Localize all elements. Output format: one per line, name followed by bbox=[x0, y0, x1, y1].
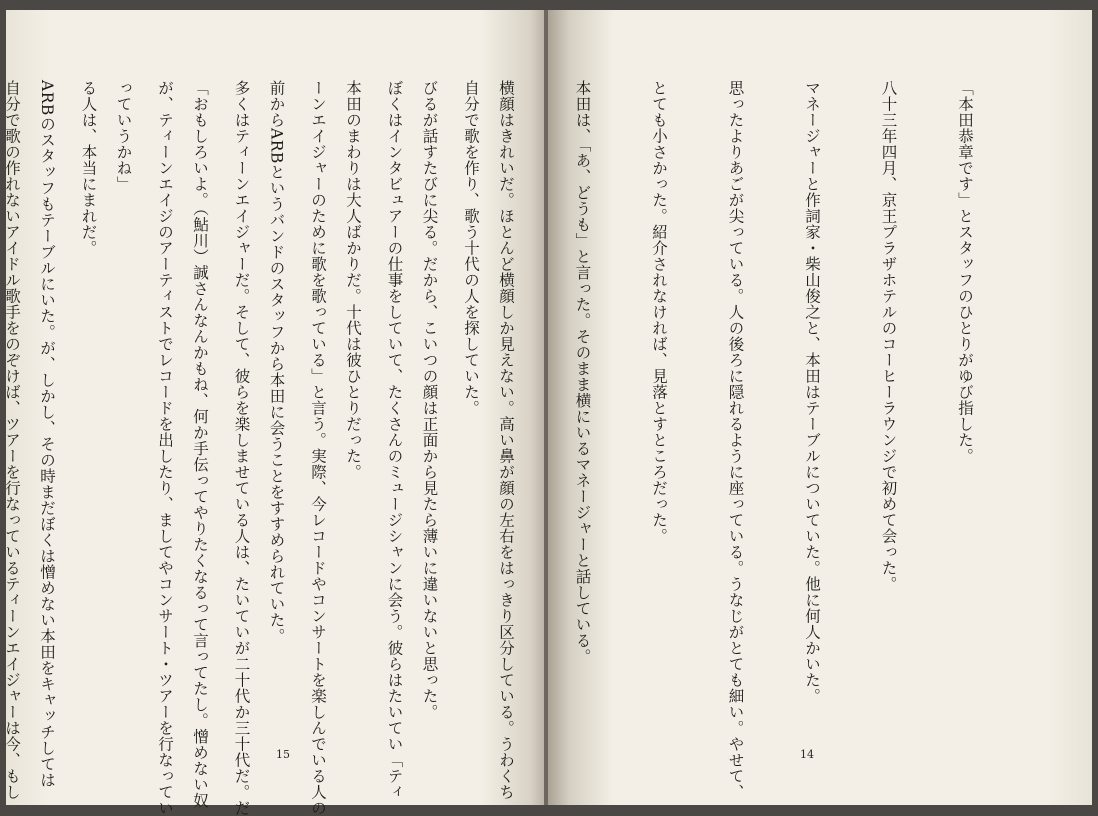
text-line: っていうかね」 bbox=[114, 80, 133, 192]
page-number-left: 15 bbox=[276, 748, 290, 761]
text-line: 横顔はきれいだ。ほとんど横顔しか見えない。高い鼻が顔の左右をはっきり区分している。うわくち bbox=[497, 80, 515, 800]
text-line: びるが話すたびに尖る。だから、こいつの顔は正面から見たら薄いに違いないと思った。 bbox=[420, 80, 439, 720]
text-line: 本田は、「あ、どうも」と言った。そのまま横にいるマネージャーと話している。 bbox=[573, 80, 592, 665]
text-line: 「おもしろいよ。（鮎川）誠さんなんかもね、何か手伝ってやりたくなるって言ってたし。憎めない奴 bbox=[191, 80, 209, 809]
text-line: 「本田恭章です」とスタッフのひとりがゆび指した。 bbox=[956, 80, 974, 464]
text-line: ーンエイジャーのために歌を歌っている」と言う。実際、今レコードやコンサートを楽しんでいる人の bbox=[309, 80, 327, 816]
text-line: 自分で歌を作り、歌う十代の人を探していた。 bbox=[462, 80, 480, 416]
text-line: ぼくはインタビュアーの仕事をしていて、たくさんのミュージシャンに会う。彼らはたいてい「ティ bbox=[385, 80, 404, 800]
text-line: ARBのスタッフもテーブルにいた。が、しかし、その時まだぼくは憎めない本田をキャッチしては bbox=[38, 80, 56, 788]
text-line: 本田のまわりは大人ばかりだ。十代は彼ひとりだった。 bbox=[344, 80, 362, 480]
text-line: とても小さかった。紹介されなければ、見落とすところだった。 bbox=[650, 80, 668, 544]
text-line: 前からARBというバンドのスタッフから本田に会うことをすすめられていた。 bbox=[267, 80, 286, 644]
page-number-right: 14 bbox=[800, 748, 814, 761]
text-line: 多くはティーンエイジャーだ。そして、彼らを楽しませている人は、たいていが二十代か三十代だ。だ bbox=[232, 80, 251, 816]
text-line: マネージャーと作詞家・柴山俊之と、本田はテーブルについていた。他に何人かいた。 bbox=[803, 80, 821, 704]
text-line: 自分で歌の作れないアイドル歌手をのぞけば、ツアーを行なっているティーンエイジャーは今、もし bbox=[3, 80, 21, 800]
text-line: が、ティーンエイジのアーティストでレコードを出したり、ましてやコンサート・ツアーを行なってい bbox=[156, 80, 174, 816]
text-line: る人は、本当にまれだ。 bbox=[79, 80, 98, 256]
text-line: 思ったよりあごが尖っている。人の後ろに隠れるように座っている。うなじがとても細い。やせて、 bbox=[726, 80, 745, 800]
text-line: 八十三年四月、京王プラザホテルのコーヒーラウンジで初めて会った。 bbox=[879, 80, 898, 592]
